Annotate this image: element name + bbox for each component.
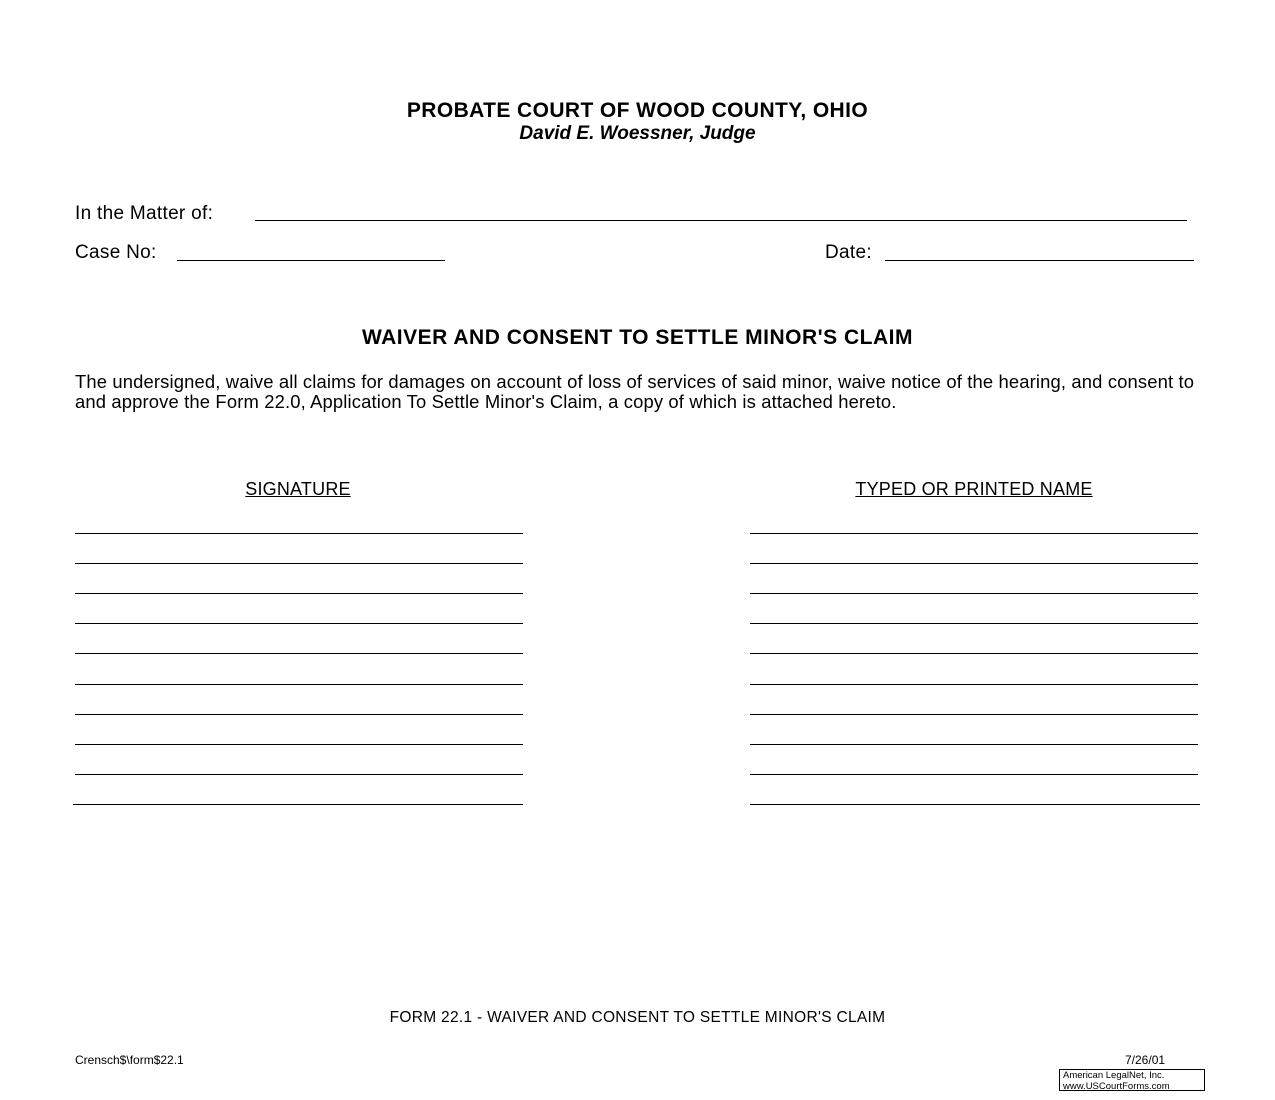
revision-date: 7/26/01 [1125,1053,1166,1067]
stamp-line-1: American LegalNet, Inc. [1063,1070,1165,1081]
typed-name-header: TYPED OR PRINTED NAME [855,479,1093,499]
court-name: PROBATE COURT OF WOOD COUNTY, OHIO [406,99,869,122]
legalnet-stamp [1059,1069,1205,1091]
typed-name-line[interactable] [750,714,1198,715]
signature-line[interactable] [75,563,523,564]
signature-line[interactable] [75,744,523,745]
typed-name-line[interactable] [750,623,1198,624]
signature-line[interactable] [75,774,523,775]
signature-line[interactable] [73,804,523,805]
typed-name-line[interactable] [750,563,1198,564]
typed-name-line[interactable] [750,684,1198,685]
date-field[interactable] [885,260,1194,261]
typed-name-line[interactable] [750,804,1200,805]
signature-line[interactable] [75,653,523,654]
signature-line[interactable] [75,623,523,624]
matter-field[interactable] [255,220,1187,221]
file-path: Crensch$\form$22.1 [75,1053,184,1067]
signature-line[interactable] [75,684,523,685]
signature-line[interactable] [75,593,523,594]
typed-name-line[interactable] [750,744,1198,745]
signature-line[interactable] [75,533,523,534]
signature-line[interactable] [75,714,523,715]
typed-name-line[interactable] [750,593,1198,594]
typed-name-line[interactable] [750,774,1198,775]
typed-name-line[interactable] [750,533,1198,534]
case-no-field[interactable] [177,260,445,261]
typed-name-line[interactable] [750,653,1198,654]
case-no-label: Case No: [75,242,157,263]
signature-header: SIGNATURE [245,479,351,499]
judge-name: David E. Woessner, Judge [519,123,756,144]
stamp-line-2: www.USCourtForms.com [1063,1080,1170,1092]
date-label: Date: [825,242,872,263]
matter-label: In the Matter of: [75,203,214,224]
form-title: WAIVER AND CONSENT TO SETTLE MINOR'S CLAIM [361,326,913,349]
footer-form-label: FORM 22.1 - WAIVER AND CONSENT TO SETTLE MINOR'S CLAIM [389,1009,886,1026]
body-paragraph: The undersigned, waive all claims for damages on account of loss of services of said minor, waive notice of the hearing, and consent to and approve the Form 22.0, Application To Settle Minor's Claim, a copy of which is attached hereto. [75,371,1195,412]
